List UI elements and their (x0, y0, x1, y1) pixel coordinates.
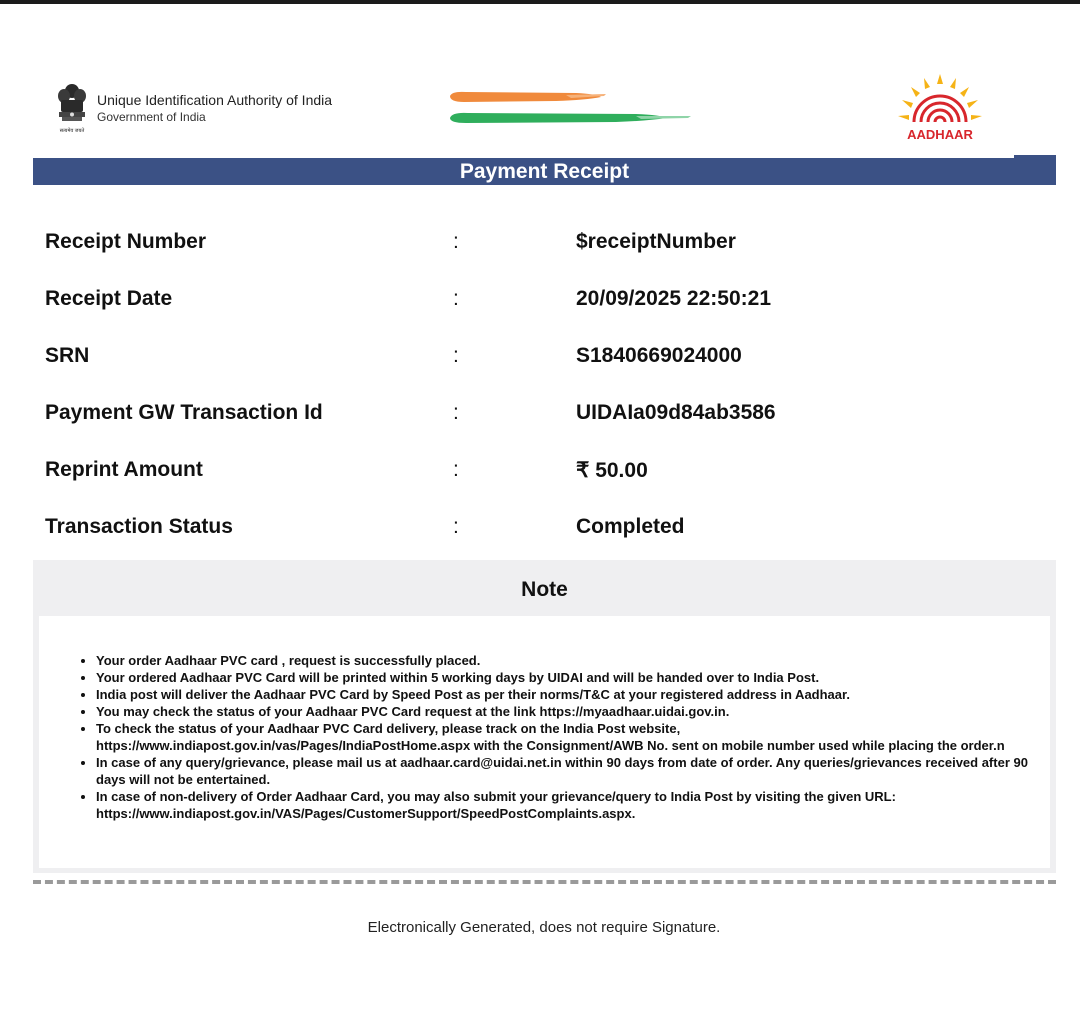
dashed-divider (33, 880, 1056, 884)
detail-row-transaction-status (45, 501, 1045, 558)
org-sub: Government of India (97, 110, 206, 124)
receipt-details (45, 216, 1045, 558)
note-item: • In case of non-delivery of Order Aadhaar Card, you may also submit your grievance/query to India Post by visiting the given URL: https://www.indiapost.gov.in/VAS/Pages/CustomerSupport/SpeedPostComplaints.aspx. (96, 788, 1046, 822)
note-item: • Your order Aadhaar PVC card , request is successfully placed. (96, 652, 1046, 669)
detail-value: S1840669024000 (576, 344, 742, 367)
top-edge-bar (0, 0, 1080, 4)
detail-label: Receipt Date (45, 287, 173, 310)
detail-separator: : (453, 458, 459, 481)
detail-value: $receiptNumber (576, 230, 736, 253)
detail-row-receipt-date (45, 273, 1045, 330)
tricolor-strokes-icon (446, 88, 698, 128)
detail-separator: : (453, 287, 459, 310)
detail-row-transaction-id (45, 387, 1045, 444)
note-item: • You may check the status of your Aadhaar PVC Card request at the link https://myaadhaar.uidai.gov.in. (96, 703, 1046, 720)
national-emblem-icon (54, 82, 90, 138)
detail-separator: : (453, 230, 459, 253)
note-item: • In case of any query/grievance, please mail us at aadhaar.card@uidai.net.in within 90 days from date of order. Any queries/grievances received after 90 days will not be entertained. (96, 754, 1046, 788)
note-item: • India post will deliver the Aadhaar PVC Card by Speed Post as per their norms/T&C at your registered address in Aadhaar. (96, 686, 1046, 703)
aadhaar-logo-text: AADHAAR (907, 127, 973, 142)
page-title: Payment Receipt (33, 158, 1056, 185)
emblem-motto: सत्यमेव जयते (59, 128, 85, 134)
detail-value: Completed (576, 515, 685, 538)
detail-separator: : (453, 344, 459, 367)
note-body (39, 616, 1050, 868)
detail-row-receipt-number (45, 216, 1045, 273)
detail-label: Receipt Number (45, 230, 207, 253)
note-item: • Your ordered Aadhaar PVC Card will be printed within 5 working days by UIDAI and will be handed over to India Post. (96, 669, 1046, 686)
detail-label: Reprint Amount (45, 458, 203, 481)
detail-row-reprint-amount (45, 444, 1045, 501)
detail-label: Payment GW Transaction Id (45, 401, 323, 424)
organization-block (97, 91, 332, 125)
note-title: Note (521, 578, 568, 601)
aadhaar-logo-icon (884, 72, 996, 144)
org-name: Unique Identification Authority of India (97, 92, 333, 108)
detail-row-srn (45, 330, 1045, 387)
detail-separator: : (453, 515, 459, 538)
detail-label: SRN (45, 344, 90, 367)
detail-value: UIDAIa09d84ab3586 (576, 401, 776, 424)
note-section (33, 560, 1056, 873)
detail-value: 20/09/2025 22:50:21 (576, 287, 771, 310)
detail-separator: : (453, 401, 459, 424)
detail-label: Transaction Status (45, 515, 233, 538)
note-item: • To check the status of your Aadhaar PVC Card delivery, please track on the India Post website, https://www.indiapost.gov.in/vas/Pages/IndiaPostHome.aspx with the Consignment/AWB No. sent on mobile number used while placing the order.n (96, 720, 1046, 754)
note-list (39, 652, 1046, 822)
footer-text: Electronically Generated, does not require Signature. (367, 919, 721, 936)
detail-value: ₹ 50.00 (576, 459, 648, 482)
